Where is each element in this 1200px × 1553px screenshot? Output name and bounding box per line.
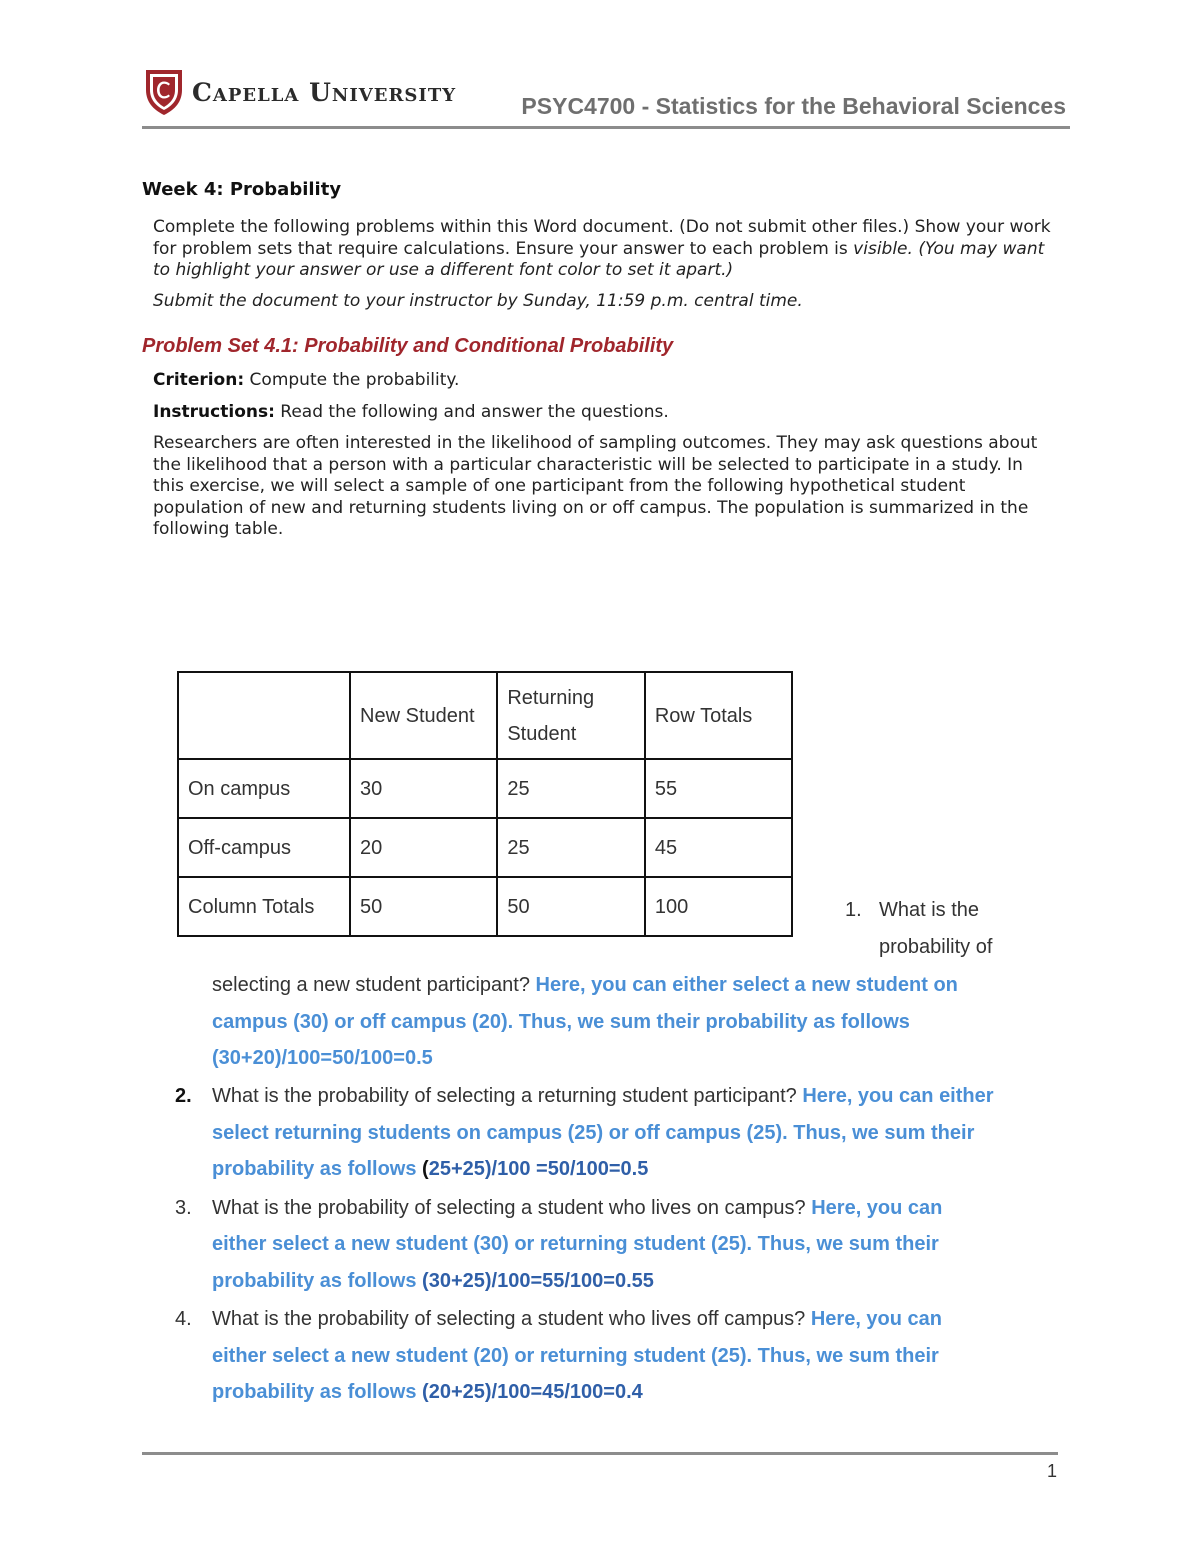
table-row	[178, 759, 792, 818]
instructions-line: Instructions: Read the following and answer the questions.	[153, 402, 669, 422]
table-cell: 100	[645, 877, 792, 936]
page-number: 1	[1046, 1461, 1057, 1481]
university-logo	[144, 68, 456, 116]
question-text: probability of	[879, 936, 993, 958]
answer-text: select returning students on campus (25) or off campus (25). Thus, we sum their	[212, 1122, 975, 1144]
table-header-cell	[178, 672, 350, 759]
table-cell: Column Totals	[178, 877, 350, 936]
answer-text: campus (30) or off campus (20). Thus, we sum their probability as follows	[212, 1011, 910, 1033]
table-cell: 55	[645, 759, 792, 818]
shield-logo-icon	[144, 68, 184, 116]
table-row	[178, 818, 792, 877]
answer-line: probability as follows (30+25)/100=55/100=0.55	[212, 1270, 654, 1292]
course-title: PSYC4700 - Statistics for the Behavioral Sciences	[521, 93, 1066, 119]
table-cell: On campus	[178, 759, 350, 818]
intro-paragraph: Complete the following problems within this Word document. (Do not submit other files.) Show your work for problem sets that require calculations. Ensure your answer to each problem is visible. (You may want to highlight your answer or use a different font color to set it apart.)	[153, 217, 1051, 280]
answer-text: Here, you can either select a new student on	[535, 974, 958, 996]
answer-text: (30+20)/100=50/100=0.5	[212, 1047, 433, 1069]
research-paragraph: Researchers are often interested in the likelihood of sampling outcomes. They may ask questions about the likelihood that a person with a particular characteristic will be selected to participate in a study. In this exercise, we will select a sample of one participant from the following hypothetical student population of new and returning students living on or off campus. The population is summarized in the following table.	[153, 433, 1038, 539]
answer-text: Here, you can either	[802, 1085, 994, 1107]
footer-divider	[142, 1452, 1058, 1455]
question-number: 1.	[845, 899, 862, 921]
question-number: 3.	[175, 1197, 192, 1219]
submission-note: Submit the document to your instructor by Sunday, 11:59 p.m. central time.	[153, 291, 803, 311]
table-header-cell: Returning Student	[497, 672, 645, 759]
table-cell: 50	[497, 877, 645, 936]
answer-line: probability as follows (25+25)/100 =50/100=0.5	[212, 1158, 649, 1180]
table-cell: 50	[350, 877, 497, 936]
table-header-row	[178, 672, 792, 759]
question-number: 4.	[175, 1308, 192, 1330]
criterion-line: Criterion: Compute the probability.	[153, 370, 460, 390]
answer-text: Here, you can	[810, 1308, 943, 1330]
answer-text: either select a new student (30) or returning student (25). Thus, we sum their	[212, 1233, 939, 1255]
problem-set-title: Problem Set 4.1: Probability and Conditional Probability	[142, 335, 674, 357]
table-cell: Off-campus	[178, 818, 350, 877]
question-2-line: What is the probability of selecting a returning student participant? Here, you can either	[212, 1085, 994, 1107]
table-cell: 20	[350, 818, 497, 877]
question-3-line: What is the probability of selecting a student who lives on campus? Here, you can	[212, 1197, 943, 1219]
answer-line: probability as follows (20+25)/100=45/100=0.4	[212, 1381, 643, 1403]
question-4-line: What is the probability of selecting a student who lives off campus? Here, you can	[212, 1308, 943, 1330]
answer-text: either select a new student (20) or returning student (25). Thus, we sum their	[212, 1345, 939, 1367]
table-header-cell: New Student	[350, 672, 497, 759]
table-row	[178, 877, 792, 936]
table-header-cell: Row Totals	[645, 672, 792, 759]
week-title: Week 4: Probability	[142, 179, 342, 200]
table-cell: 25	[497, 818, 645, 877]
question-1-line: selecting a new student participant? Here, you can either select a new student on	[212, 974, 958, 996]
population-table	[177, 671, 793, 937]
question-number: 2.	[175, 1085, 192, 1107]
table-cell: 45	[645, 818, 792, 877]
university-name: Capella University	[192, 77, 457, 107]
header-divider	[142, 126, 1070, 129]
table-cell: 30	[350, 759, 497, 818]
answer-text: Here, you can	[811, 1197, 943, 1219]
table-cell: 25	[497, 759, 645, 818]
question-text: What is the	[879, 899, 980, 921]
